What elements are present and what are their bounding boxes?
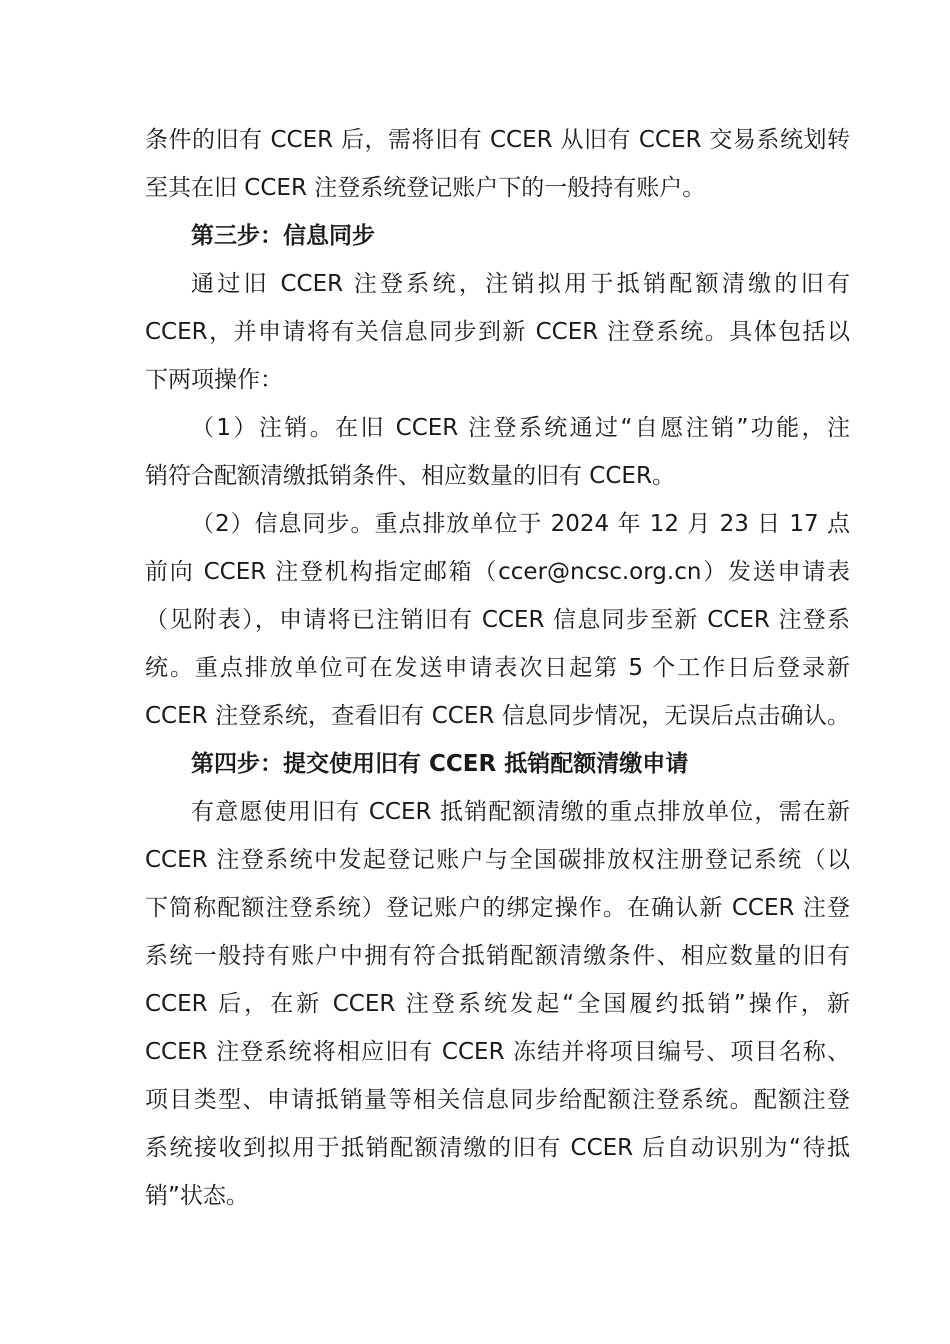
paragraph-line: 条件的旧有 CCER 后，需将旧有 CCER 从旧有 CCER 交易系统划转 [145,127,850,153]
paragraph-line: 至其在旧 CCER 注登系统登记账户下的一般持有账户。 [145,175,706,201]
paragraph-line: 统。重点排放单位可在发送申请表次日起第 5 个工作日后登录新 [145,655,850,681]
paragraph-line: CCER 注登系统中发起登记账户与全国碳排放权注册登记系统（以 [145,847,850,873]
paragraph-line: 系统接收到拟用于抵销配额清缴的旧有 CCER 后自动识别为“待抵 [145,1135,850,1161]
section-heading: 第四步：提交使用旧有 CCER 抵销配额清缴申请 [191,751,689,777]
paragraph-line: 系统一般持有账户中拥有符合抵销配额清缴条件、相应数量的旧有 [145,943,850,969]
paragraph-line: 通过旧 CCER 注登系统，注销拟用于抵销配额清缴的旧有 [191,271,850,297]
paragraph-line: CCER，并申请将有关信息同步到新 CCER 注登系统。具体包括以 [145,319,850,345]
paragraph-line: 项目类型、申请抵销量等相关信息同步给配额注登系统。配额注登 [145,1087,850,1113]
paragraph-line: （见附表），申请将已注销旧有 CCER 信息同步至新 CCER 注登系 [145,607,850,633]
paragraph-line: 下两项操作： [145,367,283,393]
paragraph-line: 销”状态。 [145,1183,249,1209]
section-heading: 第三步：信息同步 [191,223,375,249]
paragraph-line: （2）信息同步。重点排放单位于 2024 年 12 月 23 日 17 点 [191,511,850,537]
paragraph-line: 有意愿使用旧有 CCER 抵销配额清缴的重点排放单位，需在新 [191,799,850,825]
paragraph-line: （1）注销。在旧 CCER 注登系统通过“自愿注销”功能，注 [191,415,850,441]
paragraph-line: 前向 CCER 注登机构指定邮箱（ccer@ncsc.org.cn）发送申请表 [145,559,850,585]
paragraph-line: 下简称配额注登系统）登记账户的绑定操作。在确认新 CCER 注登 [145,895,850,921]
paragraph-line: CCER 注登系统将相应旧有 CCER 冻结并将项目编号、项目名称、 [145,1039,850,1065]
paragraph-line: CCER 后，在新 CCER 注登系统发起“全国履约抵销”操作，新 [145,991,850,1017]
paragraph-line: 销符合配额清缴抵销条件、相应数量的旧有 CCER。 [145,463,675,489]
paragraph-line: CCER 注登系统，查看旧有 CCER 信息同步情况，无误后点击确认。 [145,703,850,729]
